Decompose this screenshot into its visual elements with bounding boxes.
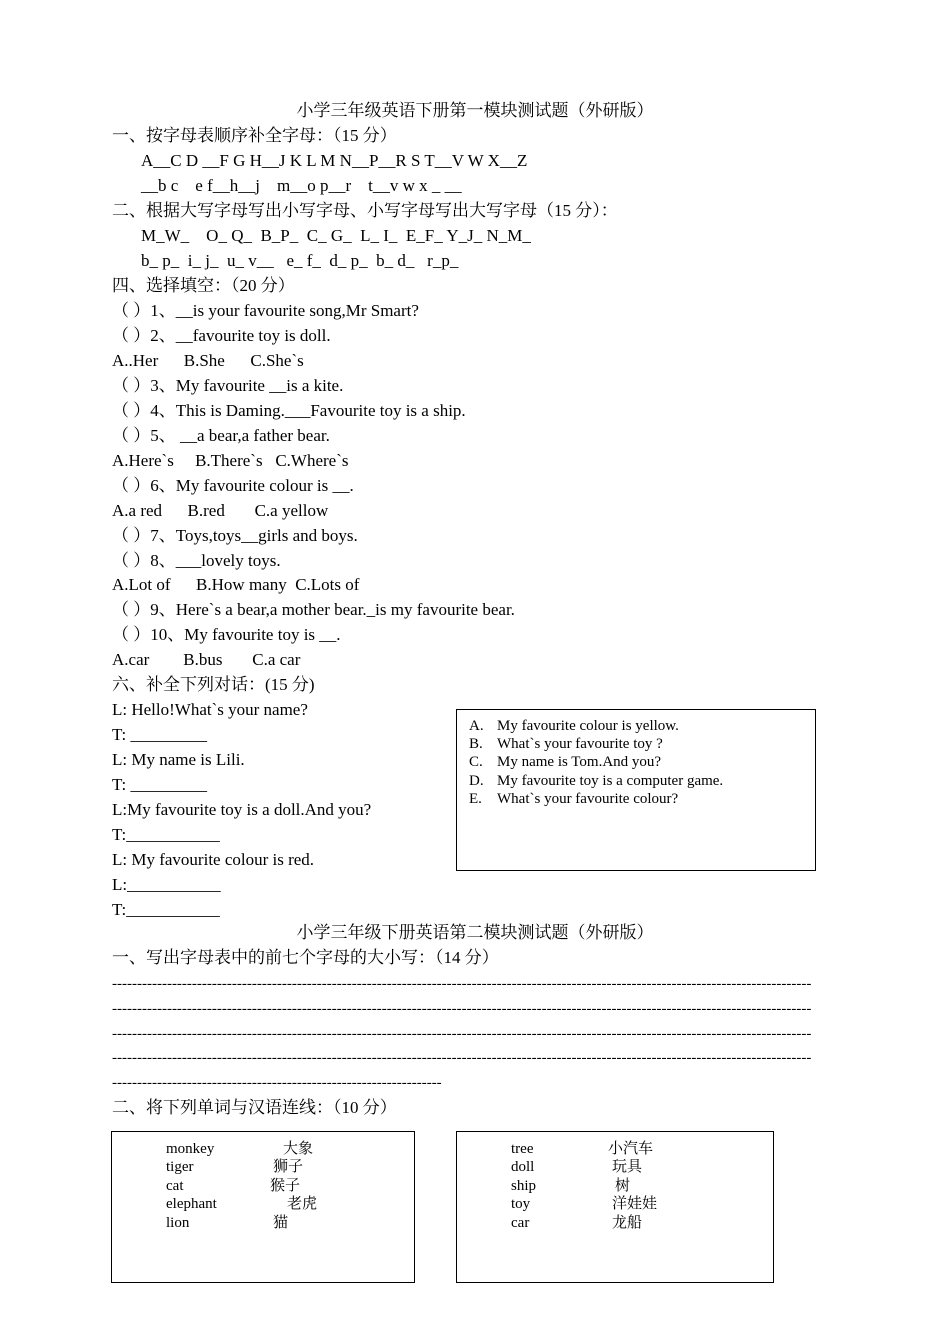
match-word-en: tree bbox=[511, 1141, 534, 1157]
m1-sec4-line: （ ）9、Here`s a bear,a mother bear._is my favourite bear. bbox=[112, 600, 515, 619]
match-word-en: toy bbox=[511, 1196, 531, 1212]
option-letter: B. bbox=[469, 736, 483, 752]
m1-sec1-line1: A__C D __F G H__J K L M N__P__R S T__V W X__Z bbox=[141, 151, 528, 170]
m1-sec4-line: （ ）4、This is Daming.___Favourite toy is a ship. bbox=[112, 401, 466, 420]
m1-sec4-line: A..Her B.She C.She`s bbox=[112, 351, 304, 370]
option-text: What`s your favourite toy ? bbox=[497, 736, 663, 752]
match-word-cn: 树 bbox=[615, 1178, 631, 1194]
dialogue-line: T:___________ bbox=[112, 825, 220, 844]
option-letter: E. bbox=[469, 791, 482, 807]
dialogue-line: L:My favourite toy is a doll.And you? bbox=[112, 800, 372, 819]
m1-sec4-line: （ ）7、Toys,toys__girls and boys. bbox=[112, 526, 358, 545]
match-word-en: ship bbox=[511, 1178, 537, 1194]
match-word-cn: 老虎 bbox=[287, 1196, 318, 1212]
dialogue-line: T:___________ bbox=[112, 900, 220, 919]
dialogue-options-box bbox=[456, 709, 816, 871]
m1-sec4-line: A.Here`s B.There`s C.Where`s bbox=[112, 451, 349, 470]
m1-sec4-line: （ ）2、__favourite toy is doll. bbox=[112, 326, 331, 345]
match-word-en: car bbox=[511, 1215, 530, 1231]
m2-sec2-heading: 二、将下列单词与汉语连线：（10 分） bbox=[112, 1098, 397, 1117]
answer-dash-line: ------------------------------------------------------------------ bbox=[112, 1075, 442, 1091]
dialogue-line: L: Hello!What`s your name? bbox=[112, 700, 308, 719]
m1-sec1-line2: __b c e f__h__j m__o p__r t__v w x _ __ bbox=[141, 176, 462, 195]
matching-box-animals bbox=[111, 1131, 415, 1283]
m2-sec1-heading: 一、写出字母表中的前七个字母的大小写：（14 分） bbox=[112, 948, 499, 967]
answer-dash-line: -------------------------------------------------------------------------------------------------------------------------------------------- bbox=[112, 1001, 812, 1017]
m1-sec4-line: A.a red B.red C.a yellow bbox=[112, 501, 329, 520]
answer-dash-line: -------------------------------------------------------------------------------------------------------------------------------------------- bbox=[112, 1026, 812, 1042]
match-word-en: lion bbox=[166, 1215, 190, 1231]
match-word-cn: 狮子 bbox=[273, 1159, 304, 1175]
option-letter: C. bbox=[469, 754, 483, 770]
dialogue-line: L: My favourite colour is red. bbox=[112, 850, 315, 869]
match-word-en: tiger bbox=[166, 1159, 194, 1175]
m1-sec4-line: A.car B.bus C.a car bbox=[112, 650, 301, 669]
dialogue-line: L: My name is Lili. bbox=[112, 750, 245, 769]
matching-box-toys bbox=[456, 1131, 774, 1283]
m1-sec6-heading: 六、补全下列对话：(15 分) bbox=[112, 675, 315, 694]
match-word-en: elephant bbox=[166, 1196, 217, 1212]
m1-sec4-line: （ ）5、 __a bear,a father bear. bbox=[112, 426, 330, 445]
match-word-en: monkey bbox=[166, 1141, 215, 1157]
option-text: My favourite toy is a computer game. bbox=[497, 773, 724, 789]
match-word-cn: 玩具 bbox=[612, 1159, 643, 1175]
answer-dash-line: -------------------------------------------------------------------------------------------------------------------------------------------- bbox=[112, 976, 812, 992]
match-word-cn: 小汽车 bbox=[608, 1141, 654, 1157]
dialogue-line: T: _________ bbox=[112, 775, 208, 794]
option-letter: A. bbox=[469, 718, 484, 734]
dialogue-line: L:___________ bbox=[112, 875, 221, 894]
option-text: My favourite colour is yellow. bbox=[497, 718, 679, 734]
m1-sec4-line: （ ）1、__is your favourite song,Mr Smart? bbox=[112, 301, 419, 320]
m1-sec2-line1: M_W_ O_ Q_ B_P_ C_ G_ L_ I_ E_F_ Y_J_ N_M_ bbox=[141, 226, 531, 245]
option-letter: D. bbox=[469, 773, 484, 789]
m1-sec4-line: A.Lot of B.How many C.Lots of bbox=[112, 575, 360, 594]
match-word-cn: 猫 bbox=[273, 1215, 289, 1231]
m1-sec1-heading: 一、按字母表顺序补全字母：（15 分） bbox=[112, 126, 397, 145]
match-word-cn: 龙船 bbox=[612, 1215, 643, 1231]
match-word-en: cat bbox=[166, 1178, 184, 1194]
m1-sec4-line: （ ）10、My favourite toy is __. bbox=[112, 625, 341, 644]
dialogue-line: T: _________ bbox=[112, 725, 208, 744]
match-word-cn: 大象 bbox=[283, 1141, 314, 1157]
m1-sec4-line: （ ）6、My favourite colour is __. bbox=[112, 476, 354, 495]
match-word-en: doll bbox=[511, 1159, 535, 1175]
option-text: What`s your favourite colour? bbox=[497, 791, 679, 807]
m1-sec4-line: （ ）3、My favourite __is a kite. bbox=[112, 376, 344, 395]
m1-sec2-line2: b_ p_ i_ j_ u_ v__ e_ f_ d_ p_ b_ d_ r_p_ bbox=[141, 251, 459, 270]
match-word-cn: 洋娃娃 bbox=[612, 1196, 658, 1212]
m1-sec4-heading: 四、选择填空：（20 分） bbox=[112, 276, 295, 295]
m1-sec4-line: （ ）8、___lovely toys. bbox=[112, 551, 281, 570]
option-text: My name is Tom.And you? bbox=[497, 754, 662, 770]
answer-dash-line: -------------------------------------------------------------------------------------------------------------------------------------------- bbox=[112, 1050, 812, 1066]
match-word-cn: 猴子 bbox=[270, 1178, 301, 1194]
m1-sec2-heading: 二、根据大写字母写出小写字母、小写字母写出大写字母（15 分）： bbox=[112, 201, 618, 220]
module2-title: 小学三年级下册英语第二模块测试题（外研版） bbox=[296, 923, 654, 942]
module1-title: 小学三年级英语下册第一模块测试题（外研版） bbox=[296, 101, 654, 120]
